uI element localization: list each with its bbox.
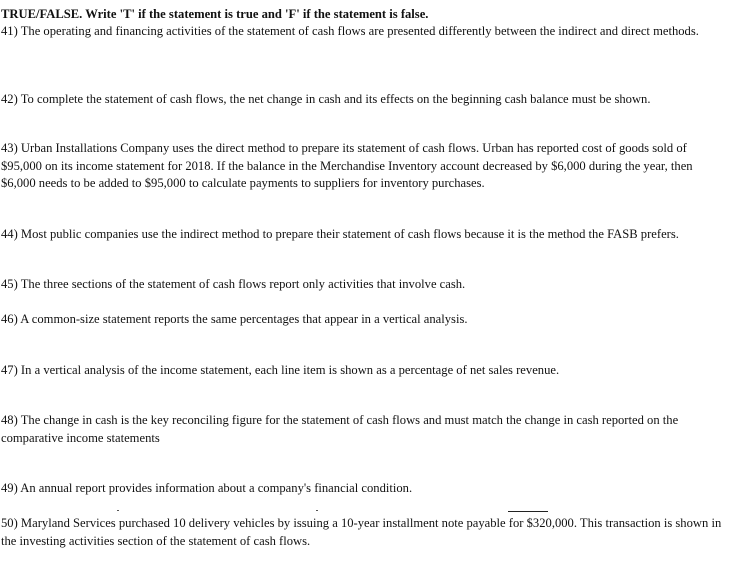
answer-blank-line — [508, 511, 548, 512]
question-45: 45) The three sections of the statement of cash flows report only activities that involve cash. — [1, 277, 466, 291]
question-42: 42) To complete the statement of cash flows, the net change in cash and its effects on the beginning cash balance must be shown. — [1, 92, 651, 106]
question-50: 50) Maryland Services purchased 10 delivery vehicles by issuing a 10-year installment note payable for $320,000. This transaction is shown in the investing activities section of the statement of cash flows. — [1, 516, 722, 548]
question-47: 47) In a vertical analysis of the income statement, each line item is shown as a percentage of net sales revenue. — [1, 363, 560, 377]
scan-mark — [316, 510, 318, 511]
section-heading: TRUE/FALSE. Write 'T' if the statement is true and 'F' if the statement is false. — [1, 7, 429, 21]
question-48: 48) The change in cash is the key reconciling figure for the statement of cash flows and must match the change in cash reported on the comparative income statements — [1, 413, 679, 445]
question-41: 41) The operating and financing activities of the statement of cash flows are presented differently between the indirect and direct methods. — [1, 24, 699, 38]
question-43: 43) Urban Installations Company uses the direct method to prepare its statement of cash flows. Urban has reported cost of goods sold of $95,000 on its income statement for 2018. If the balance in the Merchandise Inventory account decreased by $6,000 during the year, then $6,000 needs to be added to $95,000 to calculate payments to suppliers for inventory purchases. — [1, 141, 693, 191]
scan-mark — [117, 510, 119, 511]
question-49: 49) An annual report provides information about a company's financial condition. — [1, 481, 413, 495]
question-44: 44) Most public companies use the indirect method to prepare their statement of cash flows because it is the method the FASB prefers. — [1, 227, 679, 241]
question-46: 46) A common-size statement reports the same percentages that appear in a vertical analysis. — [1, 312, 468, 326]
